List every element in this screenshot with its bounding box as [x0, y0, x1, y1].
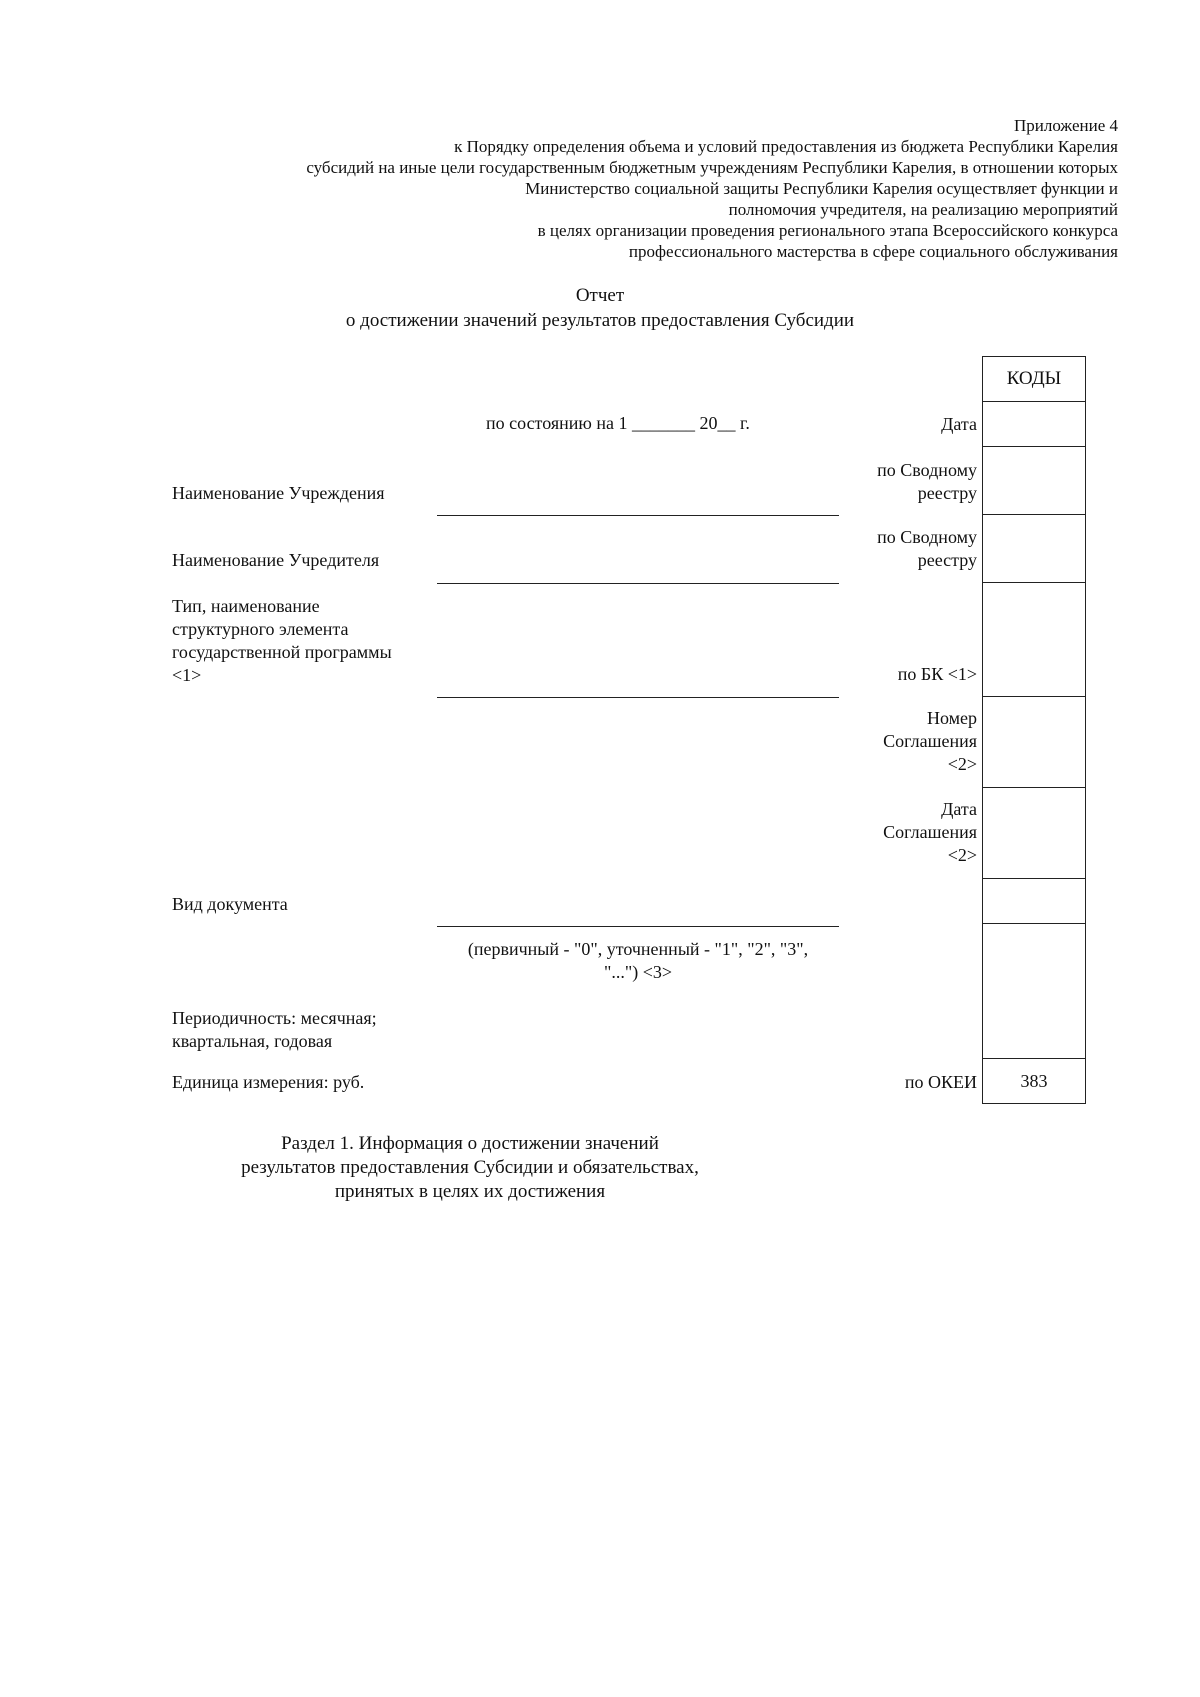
label-okei: по ОКЕИ: [904, 1072, 977, 1092]
code-cell-periodicity[interactable]: [983, 924, 1085, 1059]
program-label: Тип, наименование структурного элемента государственной программы <1>: [172, 596, 392, 685]
doc-type-hint: (первичный - "0", уточненный - "1", "2", "3", "...") <3>: [467, 939, 809, 982]
codes-table: [982, 356, 1086, 1104]
appendix-line: субсидий на иные цели государственным бюджетным учреждениям Республики Карелия, в отношении которых: [306, 158, 1118, 177]
codes-header: КОДЫ: [983, 357, 1085, 402]
code-cell-date[interactable]: [983, 402, 1085, 447]
program-field[interactable]: [437, 697, 839, 698]
appendix-line: в целях организации проведения регионального этапа Всероссийского конкурса: [537, 221, 1118, 240]
report-title: Отчет: [575, 285, 625, 306]
label-date: Дата: [941, 414, 977, 434]
code-cell-doc-type[interactable]: [983, 879, 1085, 924]
doc-type-field[interactable]: [437, 926, 839, 927]
appendix-line: Министерство социальной защиты Республики Карелия осуществляет функции и: [525, 179, 1118, 198]
unit-label: Единица измерения: руб.: [172, 1072, 365, 1092]
institution-label: Наименование Учреждения: [172, 483, 385, 503]
appendix-line: полномочия учредителя, на реализацию мероприятий: [728, 200, 1118, 219]
as-of-date: по состоянию на 1 _______ 20__ г.: [486, 413, 750, 433]
code-cell-registry-founder[interactable]: [983, 515, 1085, 583]
code-cell-okei: 383: [983, 1059, 1085, 1104]
appendix-line: к Порядку определения объема и условий предоставления из бюджета Республики Карелия: [454, 137, 1118, 156]
periodicity-label: Периодичность: месячная; квартальная, годовая: [172, 1008, 377, 1051]
section-1-heading: Раздел 1. Информация о достижении значений результатов предоставления Субсидии и обязательствах, принятых в целях их достижения: [241, 1133, 699, 1202]
label-bk: по БК <1>: [897, 664, 977, 684]
label-registry-1: по Сводному реестру: [877, 460, 977, 503]
appendix-line: Приложение 4: [1014, 116, 1118, 135]
label-agreement-number: Номер Соглашения <2>: [883, 708, 977, 774]
label-registry-2: по Сводному реестру: [877, 527, 977, 570]
appendix-line: профессионального мастерства в сфере социального обслуживания: [628, 242, 1118, 261]
label-agreement-date: Дата Соглашения <2>: [883, 799, 977, 865]
founder-label: Наименование Учредителя: [172, 550, 380, 570]
doc-type-label: Вид документа: [172, 894, 288, 914]
founder-field[interactable]: [437, 583, 839, 584]
report-subtitle: о достижении значений результатов предоставления Субсидии: [345, 310, 855, 331]
appendix-header: [138, 115, 1118, 262]
code-cell-agreement-number[interactable]: [983, 697, 1085, 788]
institution-field[interactable]: [437, 515, 839, 516]
code-cell-agreement-date[interactable]: [983, 788, 1085, 879]
code-cell-bk[interactable]: [983, 583, 1085, 697]
code-cell-registry-institution[interactable]: [983, 447, 1085, 515]
